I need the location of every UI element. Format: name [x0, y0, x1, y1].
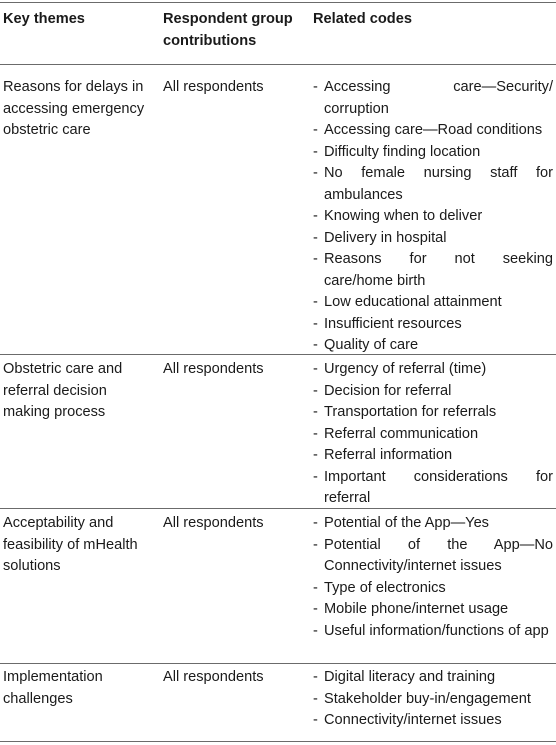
row-respondent-group: All respondents [163, 79, 264, 95]
row-related-codes [313, 513, 553, 642]
code-item: - Potential of the App—Yes [313, 513, 553, 535]
code-item: - Reasons for not seeking care/home birth [313, 249, 553, 292]
code-item: - Useful information/functions of app [313, 621, 553, 643]
row-related-codes [313, 77, 553, 357]
code-item: - Low educational attainment [313, 292, 553, 314]
row-respondent-group: All respondents [163, 361, 264, 377]
row-divider [0, 663, 556, 664]
code-item: - Digital literacy and training [313, 667, 553, 689]
code-item: - Delivery in hospital [313, 228, 553, 250]
code-item: - Transportation for referrals [313, 402, 553, 424]
code-item: - Important considerations for referral [313, 467, 553, 510]
code-item: - Decision for referral [313, 381, 553, 403]
row-theme: Implementation challenges [3, 669, 103, 707]
code-item: - Connectivity/internet issues [313, 710, 553, 732]
header-rule [0, 64, 556, 65]
code-item: - Knowing when to deliver [313, 206, 553, 228]
row-respondent-group: All respondents [163, 669, 264, 685]
code-item: - Referral communication [313, 424, 553, 446]
row-divider [0, 354, 556, 355]
row-related-codes [313, 359, 553, 510]
code-item: - No female nursing staff for ambulances [313, 163, 553, 206]
row-respondent-group: All respondents [163, 515, 264, 531]
header-key-themes: Key themes [3, 11, 85, 27]
code-item: - Mobile phone/internet usage [313, 599, 553, 621]
table-bottom-rule [0, 741, 556, 742]
code-item: - Insufficient resources [313, 314, 553, 336]
code-item: - Potential of the App—No Connectivity/internet issues [313, 535, 553, 578]
code-item: - Referral information [313, 445, 553, 467]
header-related-codes: Related codes [313, 11, 412, 27]
row-theme: Acceptability and feasibility of mHealth solutions [3, 515, 138, 574]
row-theme: Obstetric care and referral decision making process [3, 361, 123, 420]
code-item: - Accessing care—Road conditions [313, 120, 553, 142]
row-divider [0, 508, 556, 509]
code-item: - Quality of care [313, 335, 553, 357]
code-item: - Accessing care—Security/ corruption [313, 77, 553, 120]
row-related-codes [313, 667, 553, 732]
code-item: - Difficulty finding location [313, 142, 553, 164]
table-top-rule [0, 2, 556, 3]
code-item: - Urgency of referral (time) [313, 359, 553, 381]
code-item: - Type of electronics [313, 578, 553, 600]
header-respondent-group: Respondent group contributions [163, 11, 293, 49]
code-item: - Stakeholder buy-in/engagement [313, 689, 553, 711]
row-theme: Reasons for delays in accessing emergency obstetric care [3, 79, 145, 138]
